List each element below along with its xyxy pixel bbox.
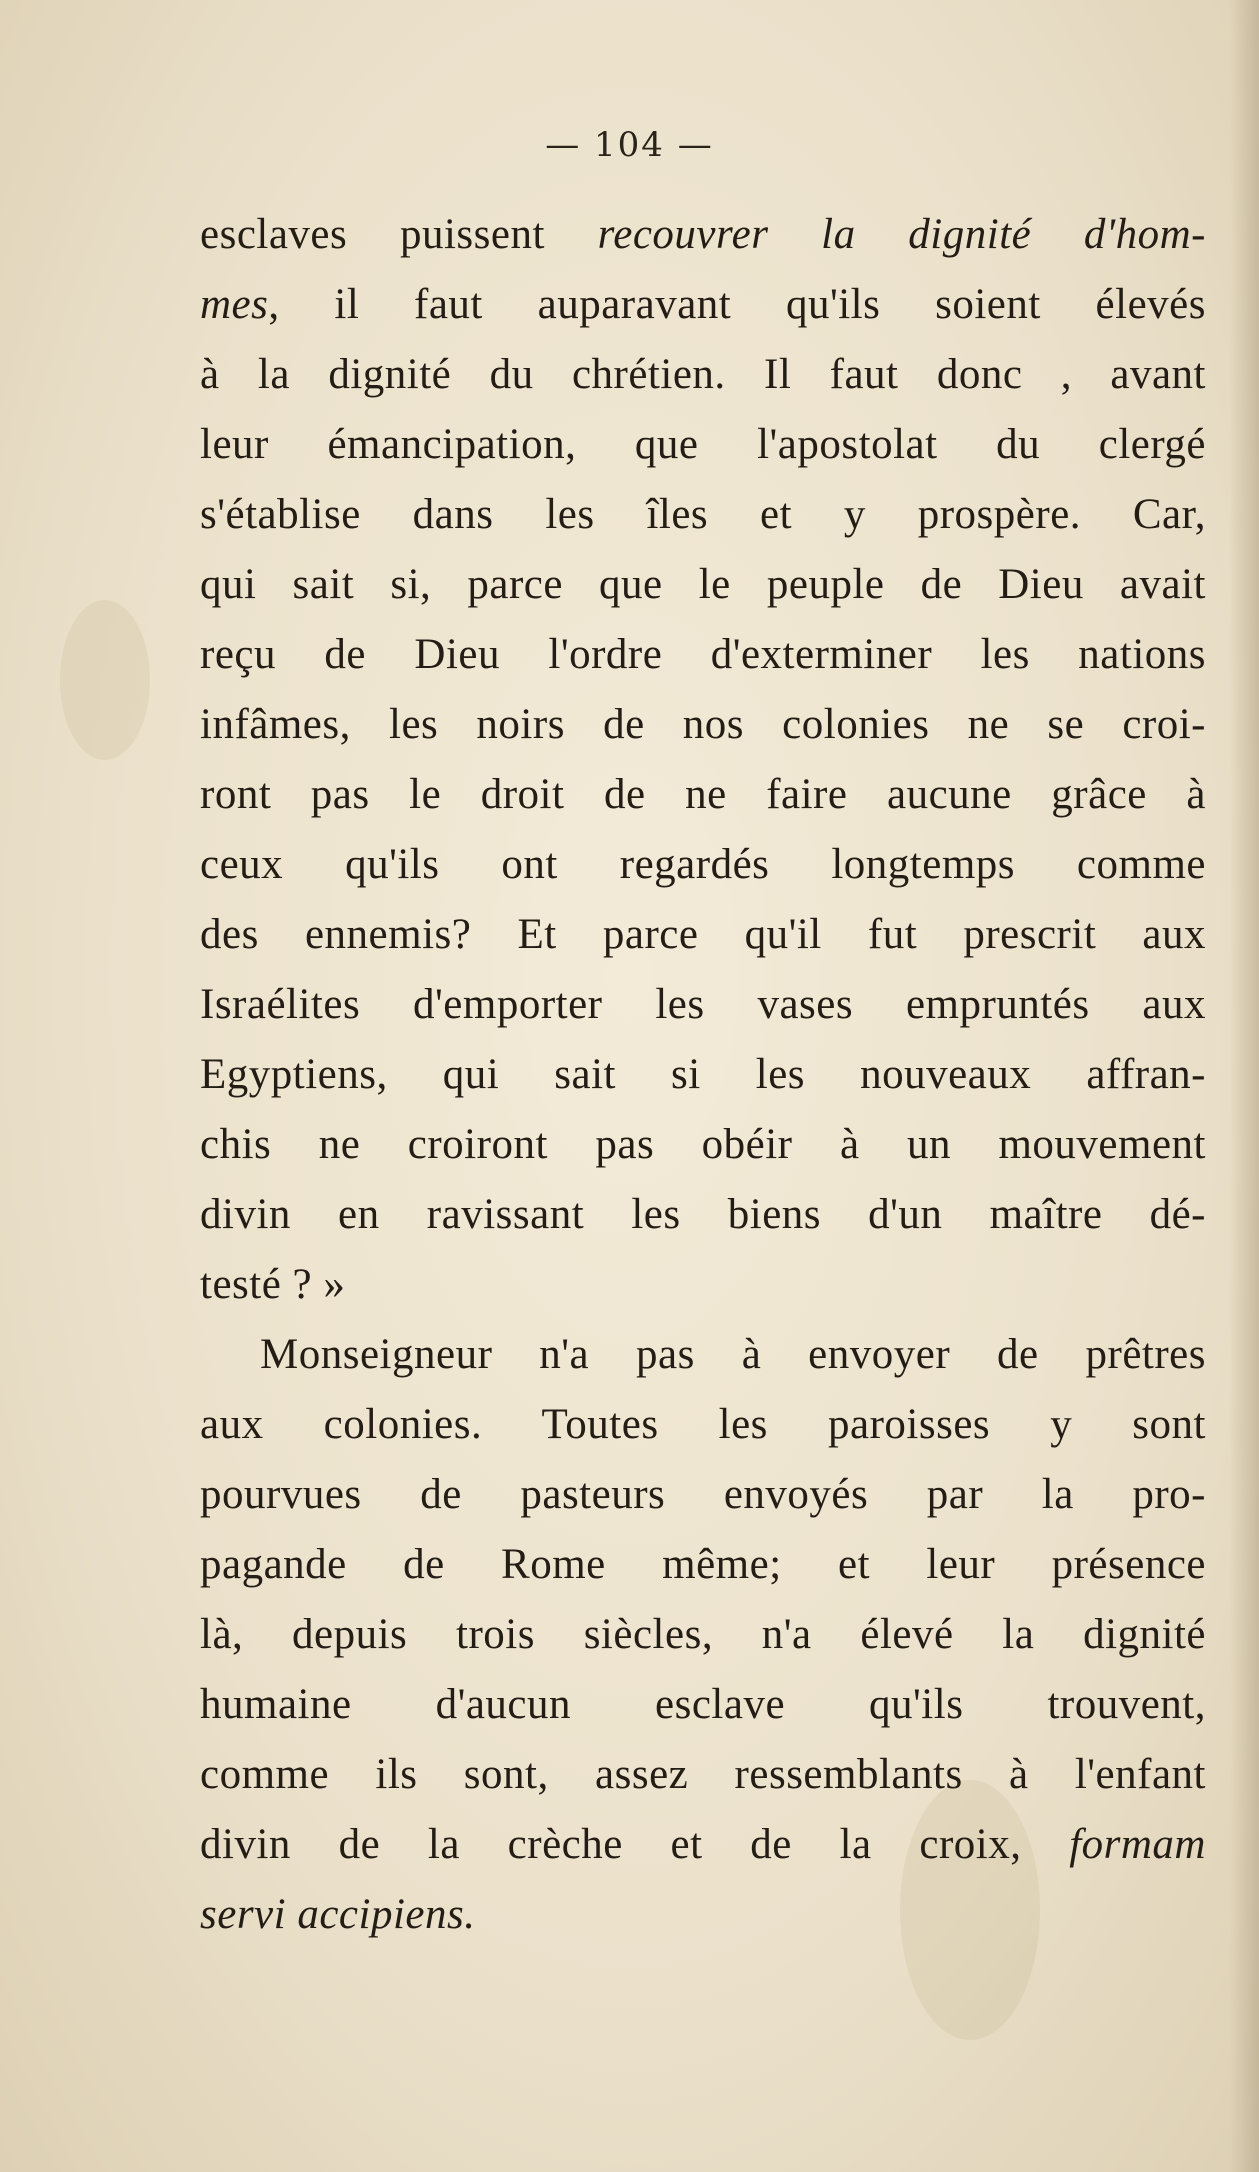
text-run: , il faut auparavant qu'ils soient élevés (268, 281, 1206, 328)
text-line (200, 200, 1206, 270)
text-line (200, 550, 1206, 620)
text-run: comme ils sont, assez ressemblants à l'enfant (200, 1751, 1206, 1798)
text-line (200, 270, 1206, 340)
text-run: des ennemis? Et parce qu'il fut prescrit aux (200, 911, 1206, 958)
text-line (200, 830, 1206, 900)
text-run: aux colonies. Toutes les paroisses y sont (200, 1401, 1206, 1448)
text-line (200, 620, 1206, 690)
text-run: chis ne croiront pas obéir à un mouvement (200, 1121, 1206, 1168)
text-line (200, 480, 1206, 550)
text-run: infâmes, les noirs de nos colonies ne se croi- (200, 701, 1206, 748)
text-run: leur émancipation, que l'apostolat du clergé (200, 421, 1206, 468)
text-run: testé ? » (200, 1261, 346, 1308)
text-line (200, 1250, 1206, 1320)
text-line (200, 1670, 1206, 1740)
text-line (200, 1320, 1206, 1390)
text-line (200, 1600, 1206, 1670)
text-line (200, 1810, 1206, 1880)
text-line (200, 1740, 1206, 1810)
italic-text: servi accipiens. (200, 1891, 476, 1938)
text-line (200, 900, 1206, 970)
text-line (200, 1460, 1206, 1530)
text-line (200, 690, 1206, 760)
text-run: à la dignité du chrétien. Il faut donc , avant (200, 351, 1206, 398)
text-run: humaine d'aucun esclave qu'ils trouvent, (200, 1681, 1206, 1728)
text-line (200, 760, 1206, 830)
text-line (200, 410, 1206, 480)
text-run: esclaves puissent (200, 211, 598, 258)
text-run: reçu de Dieu l'ordre d'exterminer les nations (200, 631, 1206, 678)
text-run: là, depuis trois siècles, n'a élevé la dignité (200, 1611, 1206, 1658)
italic-text: recouvrer la dignité d'hom- (597, 211, 1207, 258)
text-line (200, 1530, 1206, 1600)
text-line (200, 1880, 1206, 1950)
text-line (200, 1040, 1206, 1110)
text-line (200, 1180, 1206, 1250)
text-line (200, 1390, 1206, 1460)
text-line (200, 1110, 1206, 1180)
text-run: Monseigneur n'a pas à envoyer de prêtres (260, 1331, 1206, 1378)
paper-stain (60, 600, 150, 760)
text-run: pourvues de pasteurs envoyés par la pro- (200, 1471, 1206, 1518)
text-run: divin de la crèche et de la croix, (200, 1821, 1070, 1868)
text-run: Israélites d'emporter les vases empruntés aux (200, 981, 1206, 1028)
text-run: qui sait si, parce que le peuple de Dieu avait (200, 561, 1206, 608)
page-number: — 104 — (545, 125, 714, 165)
text-run: Egyptiens, qui sait si les nouveaux affran- (200, 1051, 1206, 1098)
page-edge-shadow (1229, 0, 1259, 2172)
text-run: ceux qu'ils ont regardés longtemps comme (200, 841, 1206, 888)
text-line (200, 340, 1206, 410)
italic-text: formam (1069, 1821, 1206, 1868)
italic-text: mes (200, 281, 269, 328)
text-run: s'établise dans les îles et y prospère. Car, (200, 491, 1206, 538)
text-line (200, 970, 1206, 1040)
text-run: pagande de Rome même; et leur présence (200, 1541, 1206, 1588)
body-text (200, 200, 1206, 1950)
text-run: ront pas le droit de ne faire aucune grâce à (200, 771, 1206, 818)
text-run: divin en ravissant les biens d'un maître dé- (200, 1191, 1206, 1238)
